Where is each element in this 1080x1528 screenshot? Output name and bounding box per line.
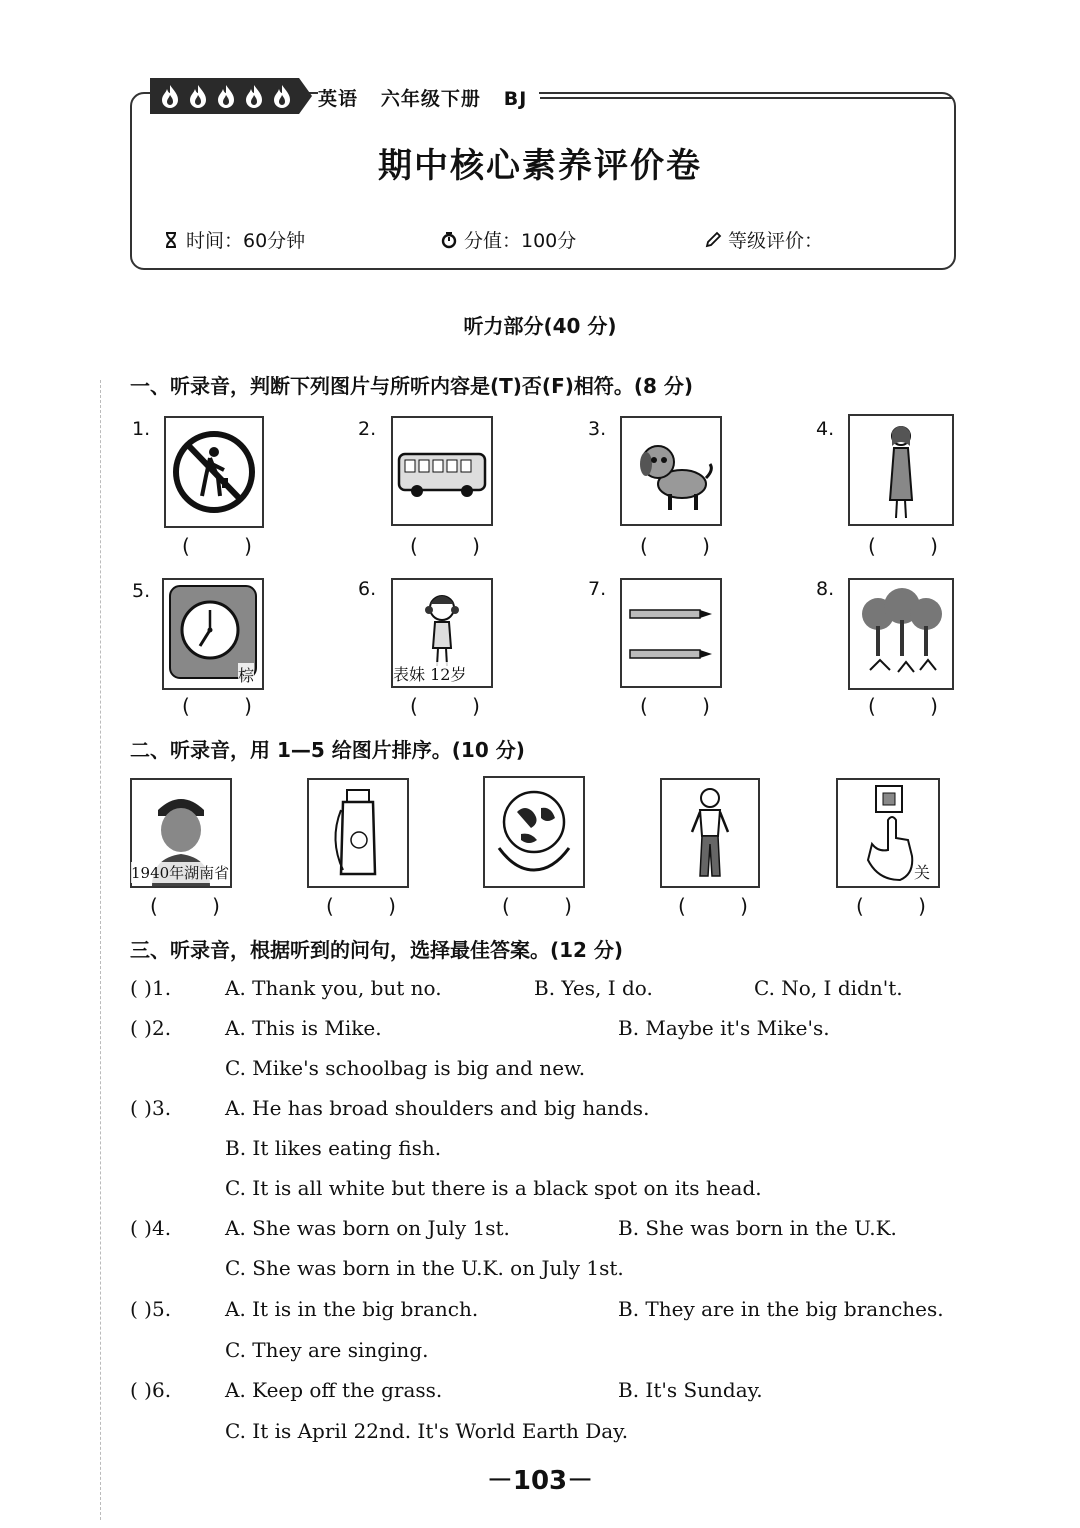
flame-icon: [186, 83, 210, 109]
grade-eval-info: [704, 226, 823, 253]
option-a[interactable]: A. Keep off the grass.: [225, 1378, 443, 1402]
option-c[interactable]: C. Mike's schoolbag is big and new.: [225, 1056, 586, 1080]
question-number: 4.: [816, 418, 835, 440]
option-b[interactable]: B. Maybe it's Mike's.: [618, 1016, 830, 1040]
question-number: 2.: [358, 418, 377, 440]
girl-caption: 表妹 12岁: [393, 662, 466, 685]
score-info: [440, 226, 576, 253]
option-a[interactable]: A. She was born on July 1st.: [225, 1216, 510, 1240]
page-number: －103－: [486, 1466, 594, 1496]
difficulty-flames: [150, 78, 312, 114]
listening-part-title: 听力部分(40 分): [463, 314, 617, 338]
grade-label: 六年级下册: [380, 88, 481, 110]
answer-bracket[interactable]: ( ): [326, 894, 420, 918]
binding-margin-line: [100, 380, 101, 1520]
switch-caption: 关: [914, 860, 930, 883]
answer-bracket[interactable]: ( ): [678, 894, 772, 918]
option-c[interactable]: C. No, I didn't.: [754, 976, 903, 1000]
subject-label: 英语: [318, 88, 359, 110]
flame-icon: [270, 83, 294, 109]
question-number[interactable]: ( )6.: [130, 1378, 172, 1402]
question-number[interactable]: ( )4.: [130, 1216, 172, 1240]
option-a[interactable]: A. It is in the big branch.: [225, 1297, 479, 1321]
option-c[interactable]: C. She was born in the U.K. on July 1st.: [225, 1256, 624, 1280]
option-b[interactable]: B. They are in the big branches.: [618, 1297, 944, 1321]
section1-title: 一、听录音，判断下列图片与所听内容是(T)否(F)相符。(8 分): [130, 374, 694, 398]
question-number[interactable]: ( )2.: [130, 1016, 172, 1040]
pencils-icon: [620, 578, 722, 688]
section2-title: 二、听录音，用 1—5 给图片排序。(10 分): [130, 738, 525, 762]
header-rule: [540, 97, 952, 99]
option-a[interactable]: A. Thank you, but no.: [225, 976, 442, 1000]
edition-label: BJ: [503, 88, 528, 110]
option-b[interactable]: B. She was born in the U.K.: [618, 1216, 897, 1240]
answer-bracket[interactable]: ( ): [640, 534, 734, 558]
question-number: 5.: [132, 580, 151, 602]
question-number: 1.: [132, 418, 151, 440]
time-info: [162, 226, 305, 253]
time-label: 时间：60分钟: [186, 230, 306, 252]
question-number: 3.: [588, 418, 607, 440]
grade-eval-label: 等级评价：: [728, 230, 824, 252]
portrait-caption: 1940年湖南省: [131, 864, 230, 882]
thermos-flask-icon: [307, 778, 409, 888]
bus-icon: [391, 416, 493, 526]
woman-icon: [848, 414, 954, 526]
man-standing-icon: [660, 778, 760, 888]
answer-bracket[interactable]: ( ): [182, 534, 276, 558]
answer-bracket[interactable]: ( ): [150, 894, 244, 918]
answer-bracket[interactable]: ( ): [868, 694, 962, 718]
question-number: 8.: [816, 578, 835, 600]
globe-in-hands-icon: [483, 776, 585, 888]
option-a[interactable]: A. He has broad shoulders and big hands.: [225, 1096, 650, 1120]
exam-title: 期中核心素养评价卷: [378, 146, 702, 186]
clock-caption: 棕: [238, 663, 254, 686]
question-number[interactable]: ( )3.: [130, 1096, 172, 1120]
series-label: [318, 84, 539, 111]
answer-bracket[interactable]: ( ): [410, 694, 504, 718]
flame-icon: [214, 83, 238, 109]
question-number[interactable]: ( )5.: [130, 1297, 172, 1321]
option-a[interactable]: A. This is Mike.: [225, 1016, 382, 1040]
dog-icon: [620, 416, 722, 526]
question-number: 7.: [588, 578, 607, 600]
no-littering-sign-icon: [164, 416, 264, 528]
flame-icon: [242, 83, 266, 109]
answer-bracket[interactable]: ( ): [856, 894, 950, 918]
hourglass-icon: [162, 231, 180, 249]
answer-bracket[interactable]: ( ): [410, 534, 504, 558]
answer-bracket[interactable]: ( ): [640, 694, 734, 718]
flame-icon: [158, 83, 182, 109]
score-label: 分值：100分: [464, 230, 577, 252]
option-b[interactable]: B. It's Sunday.: [618, 1378, 763, 1402]
option-c[interactable]: C. It is April 22nd. It's World Earth Day.: [225, 1419, 629, 1443]
option-c[interactable]: C. It is all white but there is a black spot on its head.: [225, 1176, 762, 1200]
timer-icon: [440, 231, 458, 249]
option-c[interactable]: C. They are singing.: [225, 1338, 429, 1362]
trees-icon: [848, 578, 954, 690]
pencil-icon: [704, 231, 722, 249]
question-number: 6.: [358, 578, 377, 600]
answer-bracket[interactable]: ( ): [502, 894, 596, 918]
answer-bracket[interactable]: ( ): [182, 694, 276, 718]
question-number[interactable]: ( )1.: [130, 976, 172, 1000]
option-b[interactable]: B. Yes, I do.: [534, 976, 653, 1000]
section3-title: 三、听录音，根据听到的问句，选择最佳答案。(12 分): [130, 938, 624, 962]
answer-bracket[interactable]: ( ): [868, 534, 962, 558]
option-b[interactable]: B. It likes eating fish.: [225, 1136, 442, 1160]
